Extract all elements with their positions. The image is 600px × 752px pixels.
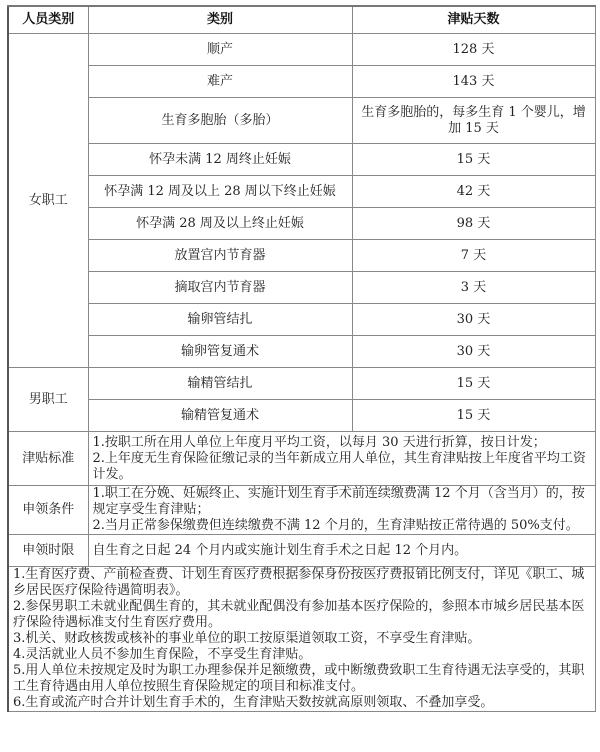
category-cell: 摘取宫内节育器 — [88, 272, 352, 304]
claim-deadline-content: 自生育之日起 24 个月内或实施计划生育手术之日起 12 个月内。 — [88, 535, 595, 567]
table-row — [8, 66, 595, 98]
days-cell: 15 天 — [352, 144, 595, 176]
note-item: 3.机关、财政核拨或核补的事业单位的职工按原渠道领取工资，不享受生育津贴。 — [13, 631, 481, 646]
table-row — [8, 144, 595, 176]
notes-row — [8, 567, 595, 712]
category-cell: 输卵管结扎 — [88, 304, 352, 336]
table-row — [8, 336, 595, 368]
table-row — [8, 304, 595, 336]
table-row — [8, 368, 595, 400]
days-cell: 128 天 — [352, 34, 595, 66]
category-cell: 生育多胞胎（多胎） — [88, 98, 352, 144]
maternity-allowance-table — [7, 5, 596, 712]
category-cell: 放置宫内节育器 — [88, 240, 352, 272]
table-row — [8, 208, 595, 240]
days-cell: 98 天 — [352, 208, 595, 240]
claim-conditions-row — [8, 486, 595, 535]
allowance-standard-content — [88, 432, 595, 486]
claim-deadline-label: 申领时限 — [8, 535, 88, 567]
table-row — [8, 240, 595, 272]
allowance-standard-label: 津贴标准 — [8, 432, 88, 486]
note-item: 1.生育医疗费、产前检查费、计划生育医疗费根据参保身份按医疗费报销比例支付，详见《职工、城乡居民医疗保险待遇简明表》。 — [13, 567, 585, 598]
note-item: 6.生育或流产时合并计划生育手术的，生育津贴天数按就高原则领取、不叠加享受。 — [13, 695, 494, 710]
table-header-row — [8, 6, 595, 34]
days-cell: 143 天 — [352, 66, 595, 98]
table-row — [8, 272, 595, 304]
male-employee-label: 男职工 — [8, 368, 88, 432]
category-cell: 输精管结扎 — [88, 368, 352, 400]
days-cell: 7 天 — [352, 240, 595, 272]
note-item: 2.参保男职工未就业配偶生育的，其未就业配偶没有参加基本医疗保险的，参照本市城乡居民基本医疗保险待遇标准支付生育医疗费用。 — [13, 599, 585, 630]
table-row — [8, 34, 595, 66]
note-item: 5.用人单位未按规定及时为职工办理参保并足额缴费，或中断缴费致职工生育待遇无法享受的，其职工生育待遇由用人单位按照生育保险规定的项目和标准支付。 — [13, 663, 585, 694]
claim-deadline-row — [8, 535, 595, 567]
days-cell: 42 天 — [352, 176, 595, 208]
claim-conditions-line-2: 2.当月正常参保缴费但连续缴费不满 12 个月的，生育津贴按正常待遇的 50%支付。 — [92, 518, 579, 533]
allowance-standard-line-1: 1.按职工所在用人单位上年度月平均工资，以每月 30 天进行折算，按日计发； — [92, 434, 546, 450]
category-cell: 顺产 — [88, 34, 352, 66]
table-row — [8, 400, 595, 432]
allowance-standard-line-2: 2.上年度无生育保险征缴记录的当年新成立用人单位，其生育津贴按上年度省平均工资计发。 — [92, 450, 586, 482]
note-item: 4.灵活就业人员不参加生育保险，不享受生育津贴。 — [13, 647, 312, 662]
days-cell: 15 天 — [352, 368, 595, 400]
allowance-standard-row — [8, 432, 595, 486]
category-cell: 怀孕满 12 周及以上 28 周以下终止妊娠 — [88, 176, 352, 208]
table-row — [8, 98, 595, 144]
days-cell: 15 天 — [352, 400, 595, 432]
days-cell: 30 天 — [352, 304, 595, 336]
header-category: 类别 — [88, 6, 352, 34]
header-allowance-days: 津贴天数 — [352, 6, 595, 34]
table-row — [8, 176, 595, 208]
category-cell: 输卵管复通术 — [88, 336, 352, 368]
category-cell: 输精管复通术 — [88, 400, 352, 432]
claim-conditions-label: 申领条件 — [8, 486, 88, 535]
header-personnel-category: 人员类别 — [8, 6, 88, 34]
notes-content — [8, 567, 595, 712]
claim-conditions-line-1: 1.职工在分娩、妊娠终止、实施计划生育手术前连续缴费满 12 个月（含当月）的，按规定享受生育津贴； — [92, 486, 585, 517]
category-cell: 难产 — [88, 66, 352, 98]
category-cell: 怀孕满 28 周及以上终止妊娠 — [88, 208, 352, 240]
female-employee-label: 女职工 — [8, 34, 88, 368]
category-cell: 怀孕未满 12 周终止妊娠 — [88, 144, 352, 176]
days-cell: 3 天 — [352, 272, 595, 304]
claim-conditions-content — [88, 486, 595, 535]
days-cell: 30 天 — [352, 336, 595, 368]
days-cell: 生育多胞胎的，每多生育 1 个婴儿，增加 15 天 — [352, 98, 595, 144]
